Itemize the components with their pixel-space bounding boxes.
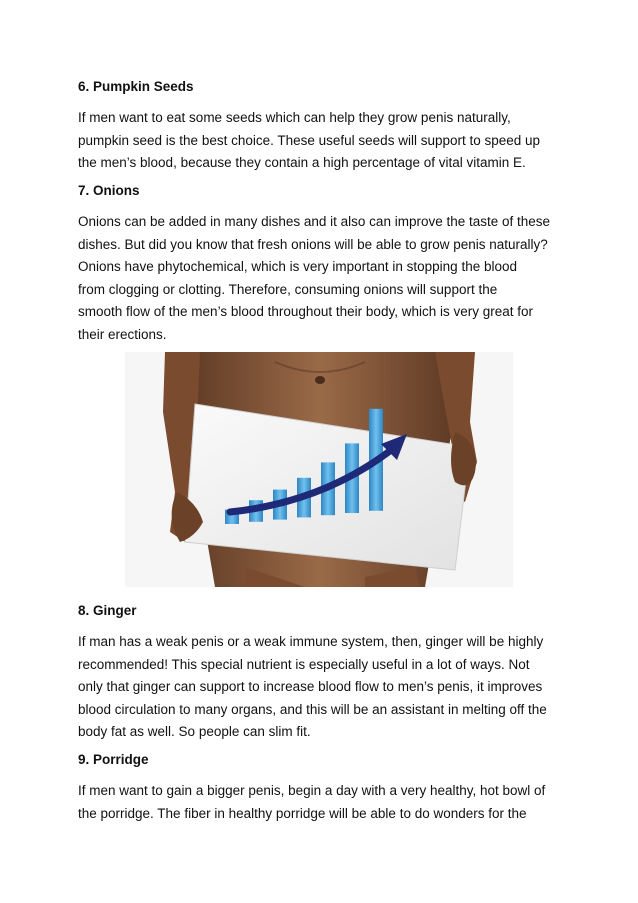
growth-chart-photo xyxy=(125,352,513,587)
paragraph-line: from clogging or clotting. Therefore, consuming onions will support the xyxy=(78,281,498,297)
paragraph-line: Onions can be added in many dishes and it also can improve the taste of these xyxy=(78,214,551,229)
paragraph-line: the porridge. The fiber in healthy porridge will be able to do wonders for the xyxy=(78,805,527,821)
paragraph-line: recommended! This special nutrient is especially useful in a lot of ways. Not xyxy=(78,656,530,672)
paragraph-line: smooth flow of the men’s blood throughout their body, which is very great for xyxy=(78,304,533,320)
paragraph-line: only that ginger can support to increase blood flow to men’s penis, it improves xyxy=(78,679,543,695)
photo-illustration xyxy=(125,352,513,587)
paragraph-line: If men want to eat some seeds which can help they grow penis naturally, xyxy=(78,110,511,125)
paragraph-line: blood circulation to many organs, and this will be an assistant in melting off the xyxy=(78,701,547,717)
paragraph-line: Onions have phytochemical, which is very important in stopping the blood xyxy=(78,259,517,275)
section-pumpkin-seeds xyxy=(78,78,568,175)
paragraph-line: dishes. But did you know that fresh onions will be able to grow penis naturally? xyxy=(78,236,548,252)
paragraph-line: the men’s blood, because they contain a high percentage of vital vitamin E. xyxy=(78,155,526,171)
paragraph-line: If men want to gain a bigger penis, begin a day with a very healthy, hot bowl of xyxy=(78,783,546,798)
paragraph-line: body fat as well. So people can slim fit. xyxy=(78,724,311,740)
paragraph-line: their erections. xyxy=(78,326,167,342)
section-heading: 9. Porridge xyxy=(78,752,149,767)
section-onions xyxy=(78,182,568,347)
section-porridge xyxy=(78,751,568,825)
section-heading: 6. Pumpkin Seeds xyxy=(78,79,194,94)
section-heading: 7. Onions xyxy=(78,183,140,198)
section-ginger xyxy=(78,602,568,744)
paragraph-line: If man has a weak penis or a weak immune system, then, ginger will be highly xyxy=(78,634,544,649)
paragraph-line: pumpkin seed is the best choice. These useful seeds will support to speed up xyxy=(78,132,541,148)
section-heading: 8. Ginger xyxy=(78,603,137,618)
